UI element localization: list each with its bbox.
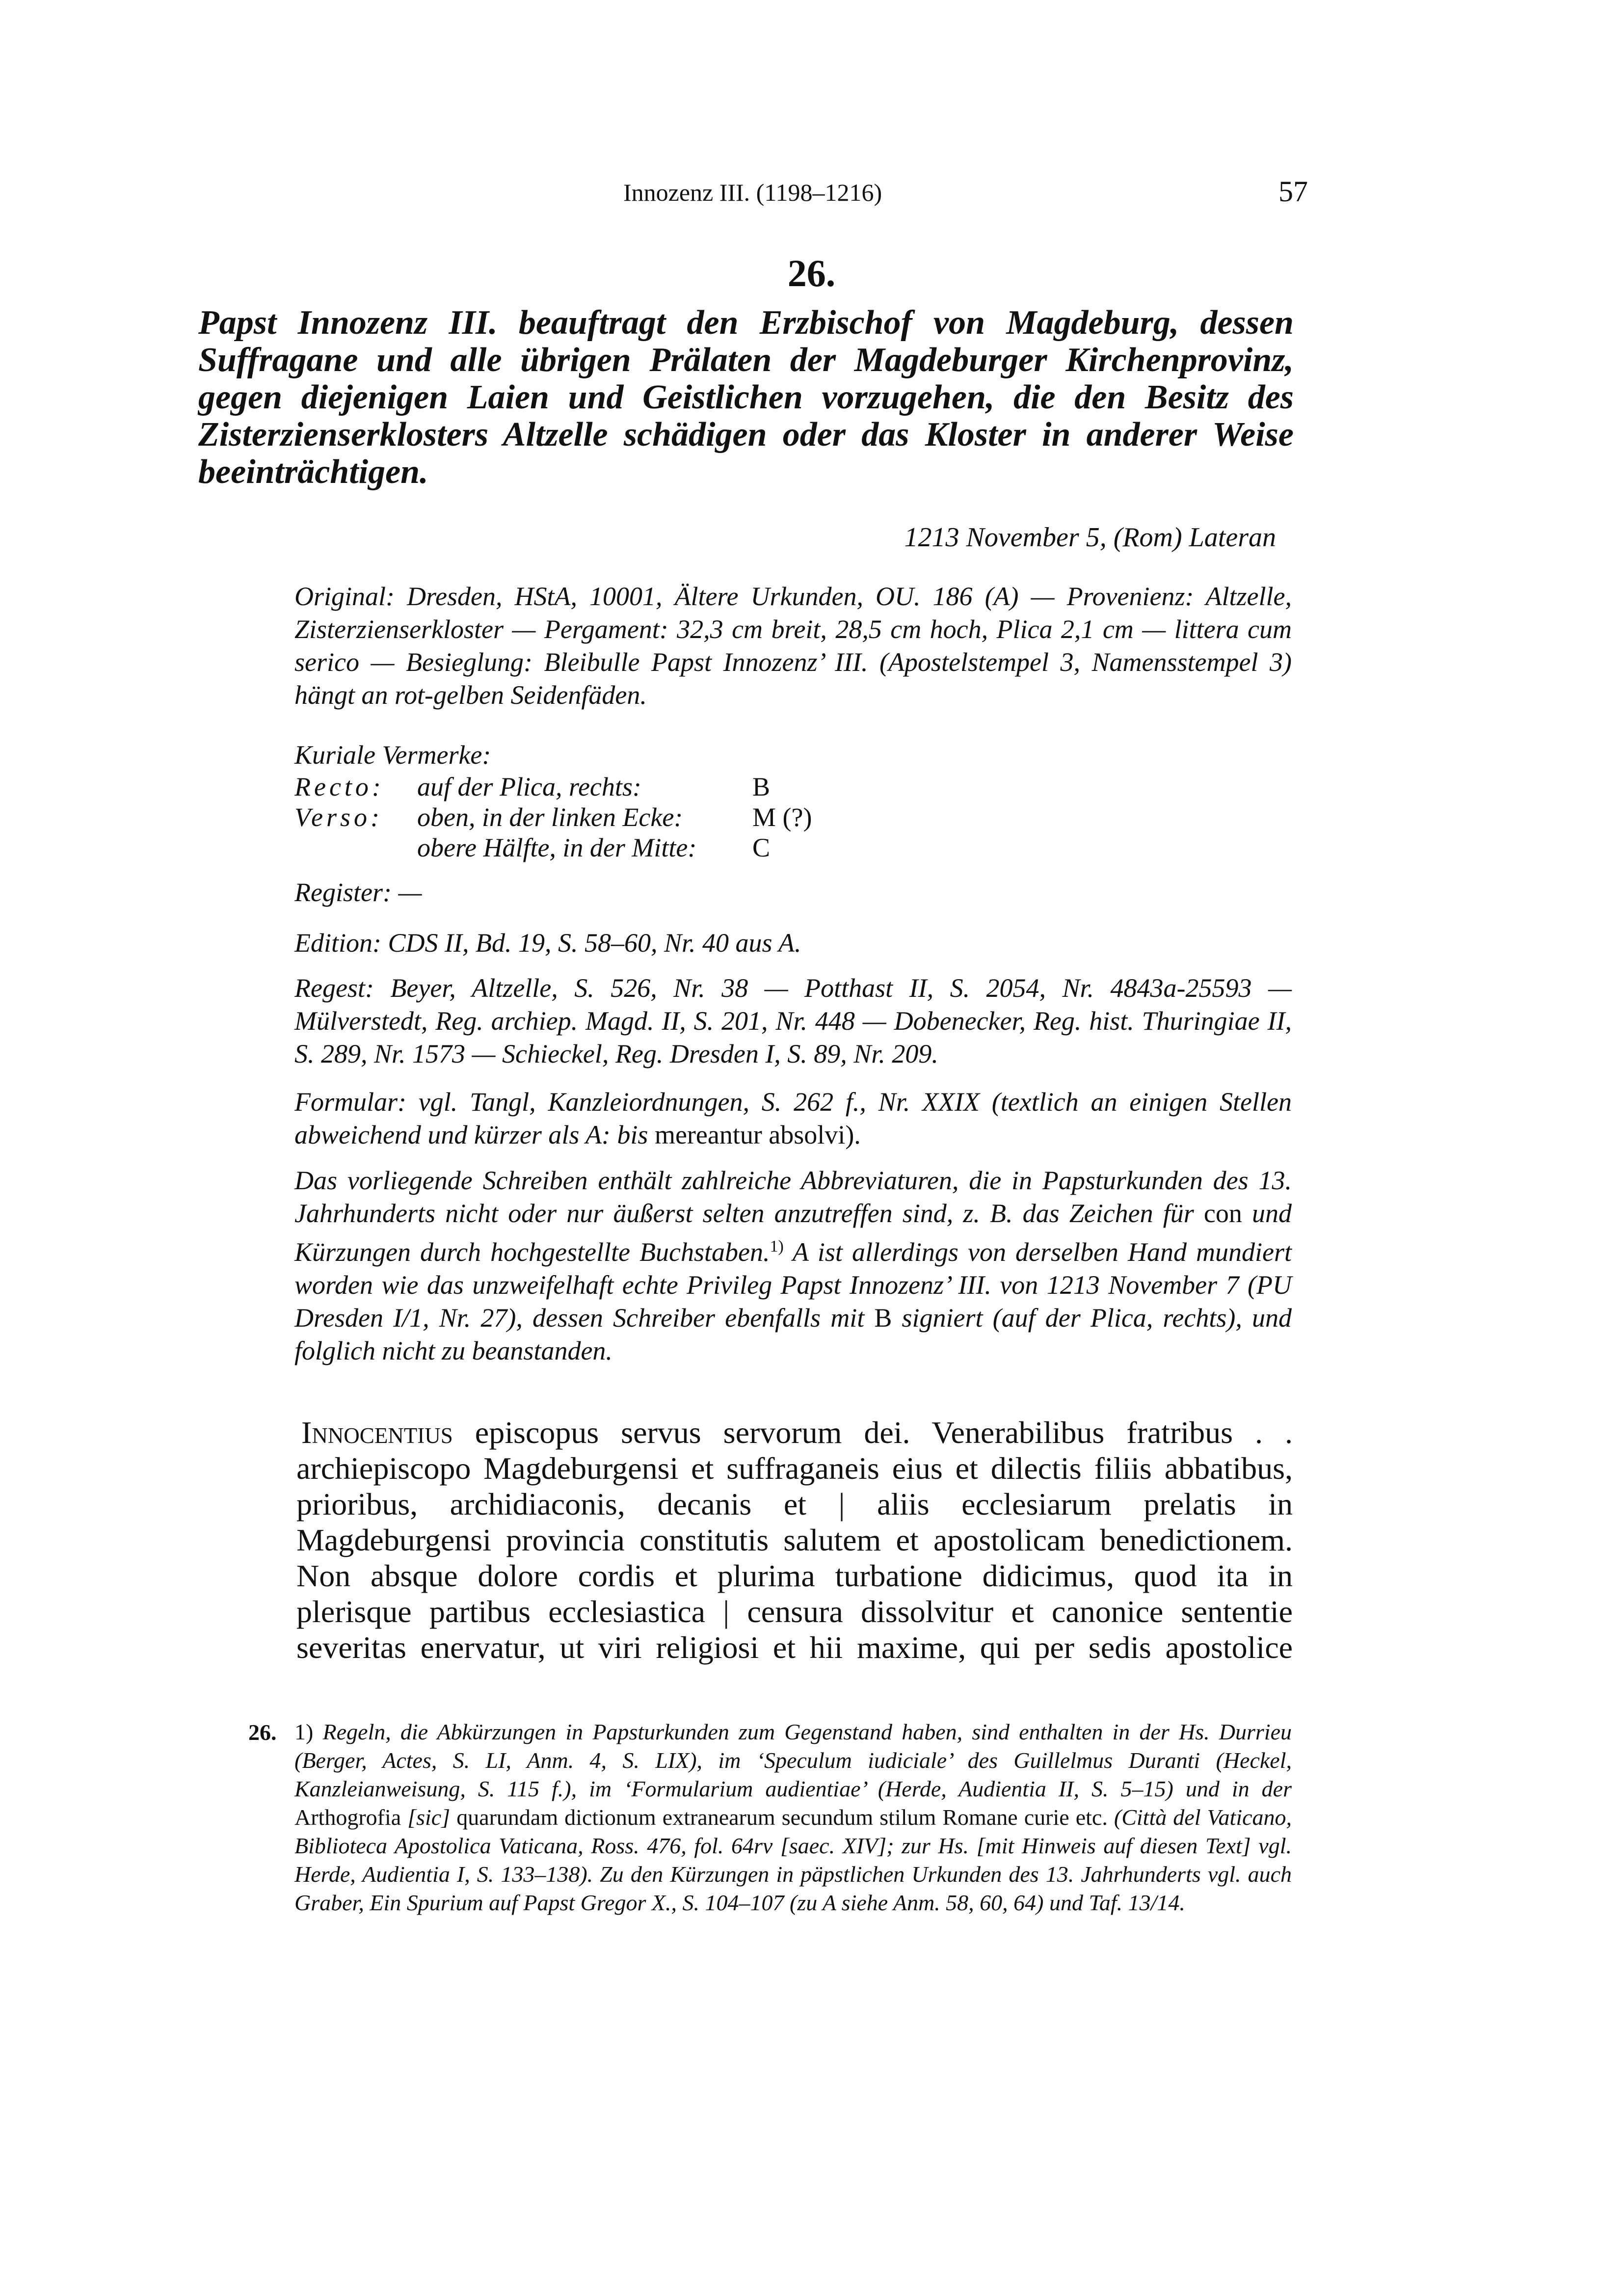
kuriale-vermerke-table xyxy=(294,772,834,863)
kuriale-position: obere Hälfte, in der Mitte: xyxy=(417,833,697,862)
kuriale-side: Verso: xyxy=(294,802,383,832)
footnote xyxy=(294,1718,1292,1917)
kuriale-mark: C xyxy=(752,833,771,862)
kuriale-mark: M (?) xyxy=(752,802,812,832)
footnote-reference: 1) xyxy=(770,1237,784,1255)
document-date: 1213 November 5, (Rom) Lateran xyxy=(904,522,1276,553)
comment-text-1: Das vorliegende Schreiben enthält zahlreiche Abbreviaturen, die in Papsturkunden des 13. Jahrhunderts nicht oder nur äußerst selten anzutreffen sind, z. B. das Zeichen für xyxy=(294,1166,1292,1228)
running-header-title: Innozenz III. (1198–1216) xyxy=(623,179,882,206)
comment-text-3: A ist allerdings von derselben Hand mundiert worden wie das unzweifelhaft echte Privileg Papst Innozenz’ III. von 1213 November 7 (PU Dresden I/1, Nr. 27), dessen Schreiber ebenfalls mit xyxy=(294,1237,1292,1333)
comment-roman-b: B xyxy=(874,1303,892,1333)
kuriale-vermerke-heading: Kuriale Vermerke: xyxy=(294,740,491,770)
original-description: Original: Dresden, HStA, 10001, Ältere Urkunden, OU. 186 (A) — Provenienz: Altzelle, Zisterzienserkloster — Pergament: 32,3 cm breit, 28,5 cm hoch, Plica 2,1 cm — littera cum serico — Besieglung: Bleibulle Papst Innozenz’ III. (Apostelstempel 3, Namensstempel 3) hängt an rot-gelben Seidenfäden. xyxy=(294,582,1292,710)
kuriale-side: Recto: xyxy=(294,772,384,801)
formular-end: ). xyxy=(845,1120,861,1149)
kuriale-row-recto xyxy=(294,772,834,802)
charter-body: episcopus servus servorum dei. Venerabilibus fratribus . . archiepiscopo Magdeburgensi et suffraganeis eius et dilectis filiis abbatibus, prioribus, archidiaconis, decanis et | aliis ecclesiarum prelatis in Magdeburgensi provincia constitutis salutem et apostolicam benedictionem. Non absque dolore cordis et plurima turbatione didicimus, quod ita in plerisque partibus ecclesiastica | censura dissolvitur et canonice sententie severitas enervatur, ut viri religiosi et hii maxime, qui per sedis apostolice xyxy=(296,1415,1293,1665)
formular-text: Formular: vgl. Tangl, Kanzleiordnungen, S. 262 f., Nr. XXIX (textlich an einigen Stellen abweichend und kürzer als A: bis xyxy=(294,1087,1292,1149)
formular-quote: mereantur absolvi xyxy=(654,1120,846,1149)
regest-references: Regest: Beyer, Altzelle, S. 526, Nr. 38 — Potthast II, S. 2054, Nr. 4843a-25593 — Mülverstedt, Reg. archiep. Magd. II, S. 201, Nr. 448 — Dobenecker, Reg. hist. Thuringiae II, S. 289, Nr. 1573 — Schieckel, Reg. Dresden I, S. 89, Nr. 209. xyxy=(294,973,1292,1068)
kuriale-row-verso xyxy=(294,802,834,832)
comment-roman-con: con xyxy=(1203,1199,1242,1228)
footnote-text-3: [sic] xyxy=(407,1805,451,1830)
regest-summary: Papst Innozenz III. beauftragt den Erzbischof von Magdeburg, dessen Suffragane und alle übrigen Prälaten der Magdeburger Kirchenprovinz, gegen diejenigen Laien und Geistlichen vorzugehen, die den Besitz des Zisterzienserklosters Altzelle schädigen oder das Kloster in anderer Weise beeinträchtigen. xyxy=(198,304,1294,491)
diplomatic-comment xyxy=(294,1164,1292,1367)
kuriale-position: oben, in der linken Ecke: xyxy=(417,802,683,832)
charter-initial-word: Innocentius xyxy=(301,1415,453,1450)
formular-line xyxy=(294,1086,1292,1151)
footnote-text-2: Arthogrofia xyxy=(294,1805,401,1830)
comment-text-4: signiert (auf der Plica, rechts), und folglich nicht zu beanstanden. xyxy=(294,1303,1292,1365)
footnote-label: 26. xyxy=(248,1720,277,1745)
kuriale-mark: B xyxy=(752,772,771,801)
page-number: 57 xyxy=(1278,175,1308,208)
charter-text xyxy=(296,1415,1293,1665)
footnote-text-5: (Città del Vaticano, Biblioteca Apostolica Vaticana, Ross. 476, fol. 64rv [saec. XIV]; zur Hs. [mit Hinweis auf diesen Text] vgl. Herde, Audientia I, S. 133–138). Zu den Kürzungen in päpstlichen Urkunden des 13. Jahrhunderts vgl. auch Graber, Ein Spurium auf Papst Gregor X., S. 104–107 (zu A siehe Anm. 58, 60, 64) und Taf. 13/14. xyxy=(294,1805,1292,1915)
kuriale-position: auf der Plica, rechts: xyxy=(417,772,641,801)
kuriale-row-verso-2 xyxy=(294,832,834,863)
document-number: 26. xyxy=(787,252,836,294)
edition-line: Edition: CDS II, Bd. 19, S. 58–60, Nr. 40 aus A. xyxy=(294,928,801,958)
register-line: Register: — xyxy=(294,878,422,907)
comment-text-2: und Kürzungen durch hochgestellte Buchstaben. xyxy=(294,1199,1292,1267)
footnote-text-4: quarundam dictionum extranearum secundum stilum Romane curie etc. xyxy=(456,1805,1108,1830)
footnote-number: 1) xyxy=(294,1719,314,1744)
footnote-text-1: Regeln, die Abkürzungen in Papsturkunden zum Gegenstand haben, sind enthalten in der Hs. Durrieu (Berger, Actes, S. LI, Anm. 4, S. LIX), im ‘Speculum iudiciale’ des Guillelmus Duranti (Heckel, Kanzleianweisung, S. 115 f.), im ‘Formularium audientiae’ (Herde, Audientia II, S. 5–15) und in der xyxy=(294,1719,1292,1801)
